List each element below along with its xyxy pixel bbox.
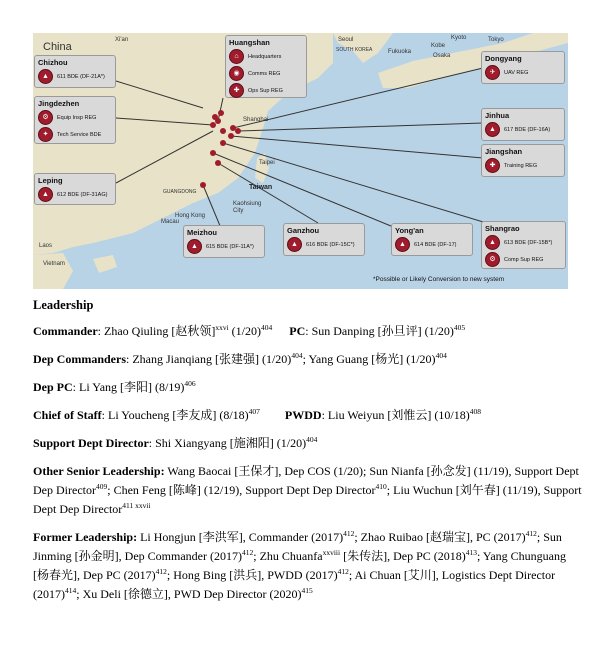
unit-label: 612 BDE (DF-31AG): [57, 191, 108, 198]
taiwan-land: [255, 153, 269, 183]
commander-date: (1/20): [228, 324, 261, 338]
missile-icon: ▲: [38, 69, 53, 84]
map-place-label: Shanghai: [243, 117, 269, 123]
footnote-ref: xxviii: [322, 548, 341, 557]
indochina-land: [33, 253, 73, 289]
footnote-ref: 412: [155, 567, 167, 576]
map-footnote: *Possible or Likely Conversion to new system: [373, 276, 505, 283]
footnote-ref: 406: [184, 379, 196, 388]
footnote-ref: 412: [241, 548, 254, 557]
pwdd-label: PWDD: [284, 408, 322, 422]
pwdd-text: : Liu Weiyun [刘惟云] (10/18): [321, 408, 470, 422]
former-text: ; Xu Deli [徐德立], PWD Dep Director (2020): [76, 587, 302, 601]
location-box-chizhou: [34, 55, 116, 88]
map-place-label: Hong Kong: [175, 213, 206, 219]
location-box-ganzhou: [283, 223, 365, 256]
footnote-ref: 410: [375, 482, 387, 491]
dep-commanders-text: : Zhang Jianqiang [张建强] (1/20): [126, 352, 292, 366]
other-text: ; Chen Feng [陈峰] (12/19), Support Dept Dep Director: [107, 483, 376, 497]
commander-text: : Zhao Qiuling [赵秋领]: [97, 324, 216, 338]
map-place-label: Macau: [161, 219, 180, 225]
hainan-land: [93, 255, 117, 273]
missile-icon: ▲: [287, 237, 302, 252]
map-place-label: Fukuoka: [388, 49, 412, 55]
footnote-ref: 414: [65, 586, 77, 595]
headquarters-icon: ⌂: [229, 49, 244, 64]
former-text: ; Zhao Ruibao [赵瑞宝], PC (2017): [354, 530, 526, 544]
map-place-label: Xi'an: [115, 37, 129, 43]
map-place-label: GUANGDONG: [163, 189, 197, 195]
unit-label: 613 BDE (DF-15B*): [504, 239, 553, 246]
other-text: ; Liu Wuchun [刘午春] (11/19), Support Dept Dep Director: [33, 483, 582, 516]
map-place-label: Laos: [39, 243, 53, 249]
location-title: Jiangshan: [485, 147, 523, 156]
location-title: Jinhua: [485, 111, 510, 120]
section-heading: Leadership: [33, 298, 94, 312]
footnote-ref: 412: [525, 529, 537, 538]
footnote-ref: 412: [337, 567, 349, 576]
missile-icon: ▲: [38, 187, 53, 202]
location-title: Jingdezhen: [38, 99, 80, 108]
comp-support-icon: ⚙: [485, 252, 500, 267]
ops-support-icon: ✚: [229, 83, 244, 98]
commander-label: Commander: [33, 324, 98, 338]
former-label: Former Leadership:: [33, 530, 138, 544]
map-region-label: China: [43, 41, 72, 53]
inspection-icon: ⚙: [38, 110, 53, 125]
footnote-ref: 408: [469, 407, 481, 416]
dep-pc-line: [33, 378, 583, 397]
footnote-ref: 404: [306, 435, 318, 444]
footnote-ref: 404: [435, 351, 447, 360]
footnote-ref: xxvi: [215, 323, 229, 332]
unit-label: Ops Sup REG: [248, 87, 283, 94]
pc-text: : Sun Danping [孙旦评] (1/20): [305, 324, 454, 338]
former-text: ; Hong Bing [洪兵], PWDD (2017): [166, 568, 338, 582]
former-leadership: [33, 528, 583, 604]
footnote-ref: 411 xxvii: [122, 501, 151, 510]
unit-label: Comms REG: [248, 70, 281, 77]
footnote-ref: 415: [301, 586, 313, 595]
footnote-ref: 412: [343, 529, 355, 538]
former-text: Li Hongjun [李洪军], Commander (2017): [137, 530, 344, 544]
former-text: ; Zhu Chuanfa: [253, 549, 323, 563]
unit-label: Comp Sup REG: [504, 256, 544, 263]
map-place-label: SOUTH KOREA: [336, 47, 373, 53]
chief-of-staff-line: [33, 406, 583, 425]
location-box-shangrao: [481, 221, 566, 269]
location-title: Ganzhou: [287, 226, 320, 235]
missile-icon: ▲: [485, 122, 500, 137]
leadership-section: [33, 296, 583, 604]
missile-icon: ▲: [485, 235, 500, 250]
training-icon: ✚: [485, 158, 500, 173]
pc-label: PC: [289, 324, 306, 338]
missile-icon: ▲: [187, 239, 202, 254]
footnote-ref: 407: [248, 407, 260, 416]
footnote-ref: 404: [291, 351, 303, 360]
location-box-yongan: [391, 223, 473, 256]
map-place-label: Kaohsiung City: [233, 201, 262, 214]
map-place-label: Tokyo: [488, 37, 504, 43]
dep-pc-text: : Li Yang [李阳] (8/19): [72, 380, 185, 394]
location-box-meizhou: [183, 225, 265, 258]
footnote-ref: 405: [453, 323, 466, 332]
tech-icon: ✦: [38, 127, 53, 142]
other-label: Other Senior Leadership:: [33, 464, 165, 478]
unit-label: UAV REG: [504, 69, 529, 76]
base-location-map: [33, 33, 568, 289]
comms-icon: ◉: [229, 66, 244, 81]
unit-label: 615 BDE (DF-11A*): [206, 243, 254, 250]
unit-label: 614 BDE (DF-17): [414, 241, 457, 248]
map-place-label: Seoul: [338, 37, 354, 43]
location-box-dongyang: [481, 51, 565, 84]
other-senior-leadership: [33, 462, 583, 519]
location-title: Leping: [38, 176, 63, 185]
location-box-huangshan: [225, 35, 307, 98]
unit-label: 616 BDE (DF-15C*): [306, 241, 355, 248]
location-title: Dongyang: [485, 54, 522, 63]
former-text: [朱传法], Dep PC (2018): [340, 549, 466, 563]
location-title: Chizhou: [38, 58, 68, 67]
chief-of-staff-label: Chief of Staff: [33, 408, 102, 422]
dep-commanders-text2: ; Yang Guang [杨光] (1/20): [302, 352, 436, 366]
unit-label: Training REG: [504, 162, 538, 169]
location-title: Huangshan: [229, 38, 270, 47]
location-box-leping: [34, 173, 116, 205]
chief-of-staff-text: : Li Youcheng [李友成] (8/18): [101, 408, 249, 422]
map-place-label: Kyoto: [451, 35, 467, 41]
location-box-jinhua: [481, 108, 565, 141]
location-title: Shangrao: [485, 224, 520, 233]
former-text: ; Ai Chuan [艾川], Logistics Dept Director (2017): [33, 568, 556, 601]
other-text: Wang Baocai [王保才], Dep COS (1/20); Sun Nianfa [孙念发] (11/19), Support Dept Dep Director: [33, 464, 579, 497]
unit-label: Headquarters: [248, 53, 282, 60]
location-title: Meizhou: [187, 228, 217, 237]
location-title: Yong'an: [395, 226, 424, 235]
unit-label: 611 BDE (DF-21A*): [57, 73, 105, 80]
map-place-label: Kobe: [431, 43, 446, 49]
unit-label: Tech Service BDE: [57, 131, 102, 138]
dep-commanders-label: Dep Commanders: [33, 352, 126, 366]
support-dept-text: : Shi Xiangyang [施湘阳] (1/20): [148, 436, 307, 450]
support-dept-line: [33, 434, 583, 453]
dep-pc-label: Dep PC: [33, 380, 73, 394]
map-place-label: Vietnam: [43, 261, 65, 267]
dep-commanders-line: [33, 350, 583, 369]
unit-label: Equip Insp REG: [57, 114, 97, 121]
commander-line: [33, 322, 583, 341]
footnote-ref: 404: [261, 323, 273, 332]
map-place-label: Taipei: [259, 160, 275, 166]
support-dept-label: Support Dept Director: [33, 436, 149, 450]
uav-icon: ✈: [485, 65, 500, 80]
location-box-jingdezhen: [34, 96, 116, 144]
footnote-ref: 409: [95, 482, 108, 491]
missile-icon: ▲: [395, 237, 410, 252]
unit-label: 617 BDE (DF-16A): [504, 126, 551, 133]
location-box-jiangshan: [481, 144, 565, 177]
former-text: ; Yang Chunguang [杨春光], Dep PC (2017): [33, 549, 566, 582]
footnote-ref: 413: [465, 548, 477, 557]
map-place-label: Taiwan: [249, 184, 273, 191]
former-text: ; Sun Jinming [孙金明], Dep Commander (2017): [33, 530, 562, 563]
map-place-label: Osaka: [433, 53, 451, 59]
